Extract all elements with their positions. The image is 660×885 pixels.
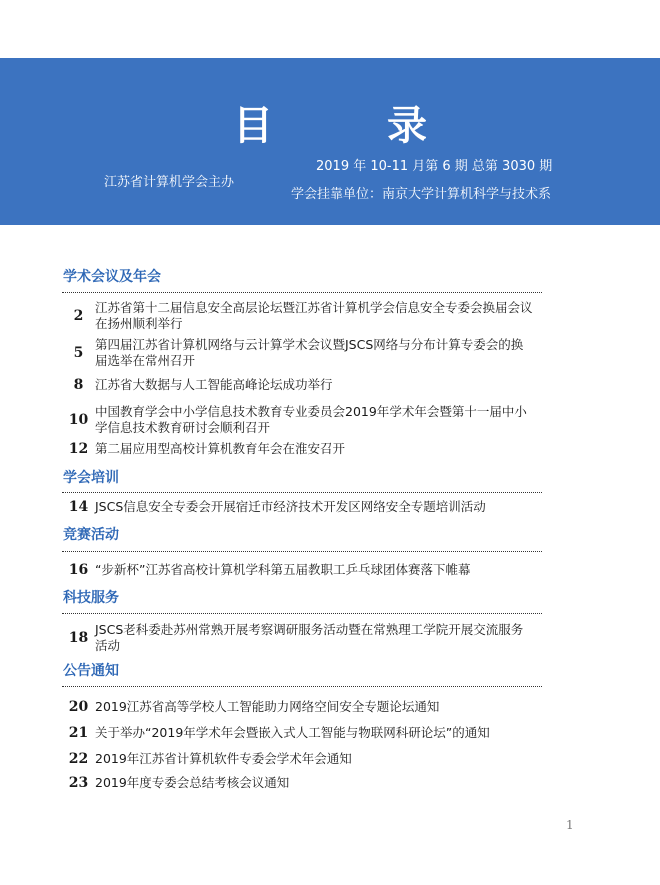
toc-entry[interactable] <box>62 497 552 517</box>
host-organization: 江苏省计算机学会主办 <box>104 175 235 190</box>
toc-entry-text: 2019江苏省高等学校人工智能助力网络空间安全专题论坛通知 <box>95 699 440 714</box>
toc-entry[interactable] <box>62 723 552 743</box>
toc-entry-text: 关于举办“2019年学术年会暨嵌入式人工智能与物联网科研论坛”的通知 <box>95 725 490 740</box>
toc-entry-text: 2019年度专委会总结考核会议通知 <box>95 775 290 790</box>
toc-entry-text: “步新杯”江苏省高校计算机学科第五届教职工乒乓球团体赛落下帷幕 <box>95 562 471 577</box>
toc-page-number: 12 <box>68 441 89 457</box>
toc-page-number: 22 <box>68 751 89 767</box>
toc-entry-text: JSCS信息安全专委会开展宿迁市经济技术开发区网络安全专题培训活动 <box>95 499 486 514</box>
toc-entry-text: 第四届江苏省计算机网络与云计算学术会议暨JSCS网络与分布计算专委会的换届选举在常州召开 <box>95 337 524 368</box>
section-divider <box>62 492 542 493</box>
toc-entry[interactable] <box>62 697 552 717</box>
toc-page-number: 2 <box>73 308 84 324</box>
toc-page-number: 14 <box>68 499 89 515</box>
toc-entry[interactable] <box>62 439 552 459</box>
toc-entry-text: 第二届应用型高校计算机教育年会在淮安召开 <box>95 441 346 456</box>
section-divider <box>62 551 542 552</box>
toc-entry-text: 2019年江苏省计算机软件专委会学术年会通知 <box>95 751 352 766</box>
toc-page-number: 21 <box>68 725 89 741</box>
toc-entry[interactable] <box>62 296 552 336</box>
toc-page-number: 20 <box>68 699 89 715</box>
section-title-academic: 学术会议及年会 <box>63 269 161 285</box>
section-title-service: 科技服务 <box>63 590 119 606</box>
toc-page-number: 10 <box>68 412 89 428</box>
section-title-training: 学会培训 <box>63 470 119 486</box>
toc-entry[interactable] <box>62 335 552 371</box>
toc-page-number: 5 <box>73 345 84 361</box>
toc-entry-text: 江苏省大数据与人工智能高峰论坛成功举行 <box>95 377 333 392</box>
toc-entry[interactable] <box>62 560 552 580</box>
toc-entry[interactable] <box>62 749 552 769</box>
page-title: 目 录 <box>233 103 477 149</box>
section-title-notices: 公告通知 <box>63 663 119 679</box>
toc-page-number: 16 <box>68 562 89 578</box>
affiliation-info: 学会挂靠单位：南京大学计算机科学与技术系 <box>291 187 552 202</box>
toc-entry[interactable] <box>62 402 552 438</box>
toc-page-number: 8 <box>73 377 84 393</box>
toc-entry[interactable] <box>62 375 552 395</box>
section-divider <box>62 613 542 614</box>
toc-entry-text: JSCS老科委赴苏州常熟开展考察调研服务活动暨在常熟理工学院开展交流服务活动 <box>95 622 524 653</box>
toc-page-number: 18 <box>68 630 89 646</box>
toc-entry-text: 中国教育学会中小学信息技术教育专业委员会2019年学术年会暨第十一届中小学信息技术教育研讨会顺利召开 <box>95 404 527 435</box>
toc-entry[interactable] <box>62 620 552 656</box>
toc-entry[interactable] <box>62 773 552 793</box>
toc-entry-text: 江苏省第十二届信息安全高层论坛暨江苏省计算机学会信息安全专委会换届会议在扬州顺利举行 <box>95 300 533 331</box>
section-title-competition: 竞赛活动 <box>63 527 119 543</box>
issue-info: 2019 年 10-11 月第 6 期 总第 3030 期 <box>316 159 553 174</box>
page-number: 1 <box>566 818 574 832</box>
toc-page-number: 23 <box>68 775 89 791</box>
section-divider <box>62 686 542 687</box>
section-divider <box>62 292 542 293</box>
header-banner <box>0 58 660 225</box>
